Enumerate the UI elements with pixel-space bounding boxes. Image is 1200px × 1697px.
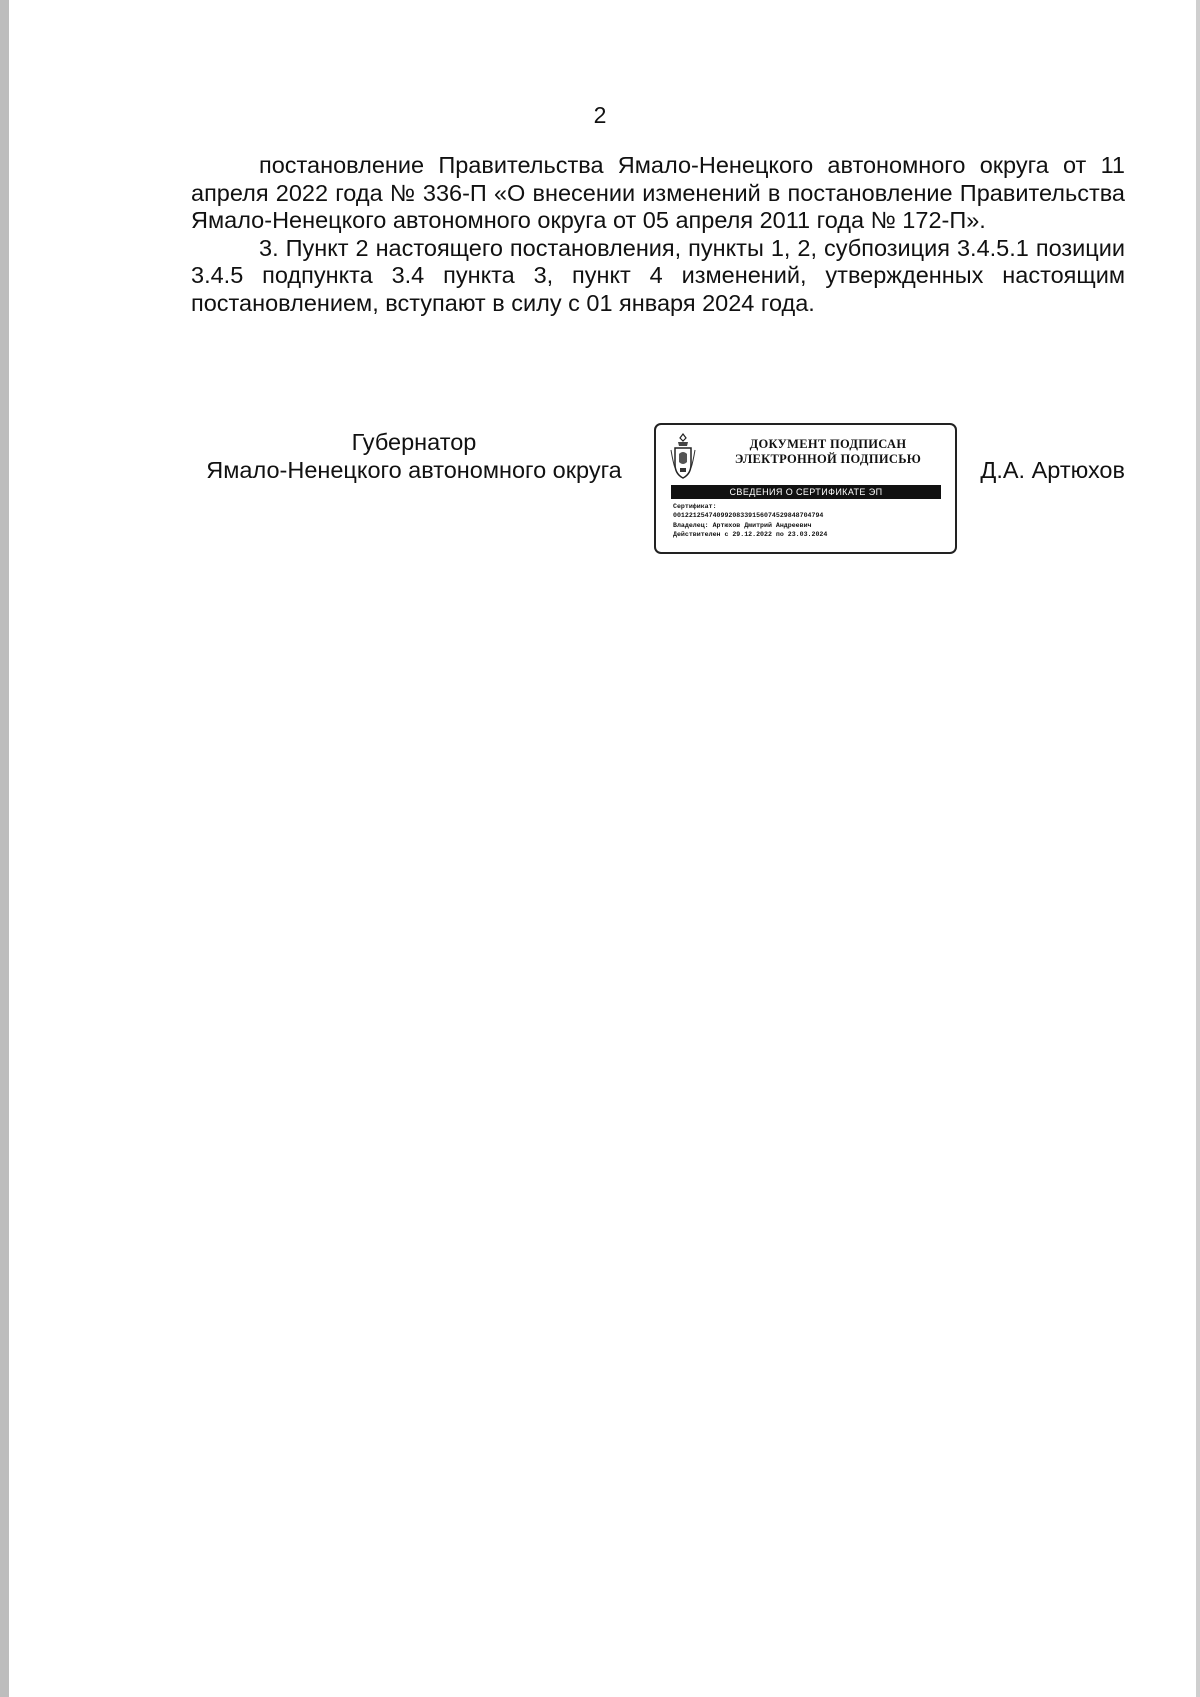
stamp-certificate-info [673, 502, 943, 539]
coat-of-arms-icon [669, 432, 697, 482]
stamp-header-line-1: ДОКУМЕНТ ПОДПИСАН [749, 437, 907, 451]
stamp-header-line-2: ЭЛЕКТРОННОЙ ПОДПИСЬЮ [734, 452, 922, 466]
document-body [191, 152, 1125, 318]
certificate-number: 00122125474099208339156074529848704794 [673, 512, 824, 520]
signatory-position [190, 428, 638, 484]
stamp-header [708, 437, 948, 467]
scan-right-edge [1196, 0, 1200, 1697]
page-number: 2 [593, 102, 607, 128]
signatory-position-line-1: Губернатор [351, 429, 477, 455]
electronic-signature-stamp [654, 423, 957, 554]
signatory-name: Д.А. Артюхов [980, 457, 1125, 483]
certificate-validity: Действителен с 29.12.2022 по 23.03.2024 [673, 530, 828, 538]
paragraph-continuation: постановление Правительства Ямало-Ненецкого автономного округа от 11 апреля 2022 года № 336-П «О внесении изменений в постановление Правительства Ямало-Ненецкого автономного округа от 05 апреля 2011 года № 172-П». [191, 152, 1125, 234]
certificate-label: Сертификат: [673, 503, 717, 510]
certificate-owner: Владелец: Артюхов Дмитрий Андреевич [673, 521, 812, 529]
scan-left-edge [0, 0, 9, 1697]
signatory-position-line-2: Ямало-Ненецкого автономного округа [206, 457, 622, 483]
paragraph-item-3: 3. Пункт 2 настоящего постановления, пункты 1, 2, субпозиция 3.4.5.1 позиции 3.4.5 подпункта 3.4 пункта 3, пункт 4 изменений, утвержденных настоящим постановлением, вступают в силу с 01 января 2024 года. [191, 234, 1125, 316]
stamp-certificate-bar: СВЕДЕНИЯ О СЕРТИФИКАТЕ ЭП [671, 485, 941, 499]
